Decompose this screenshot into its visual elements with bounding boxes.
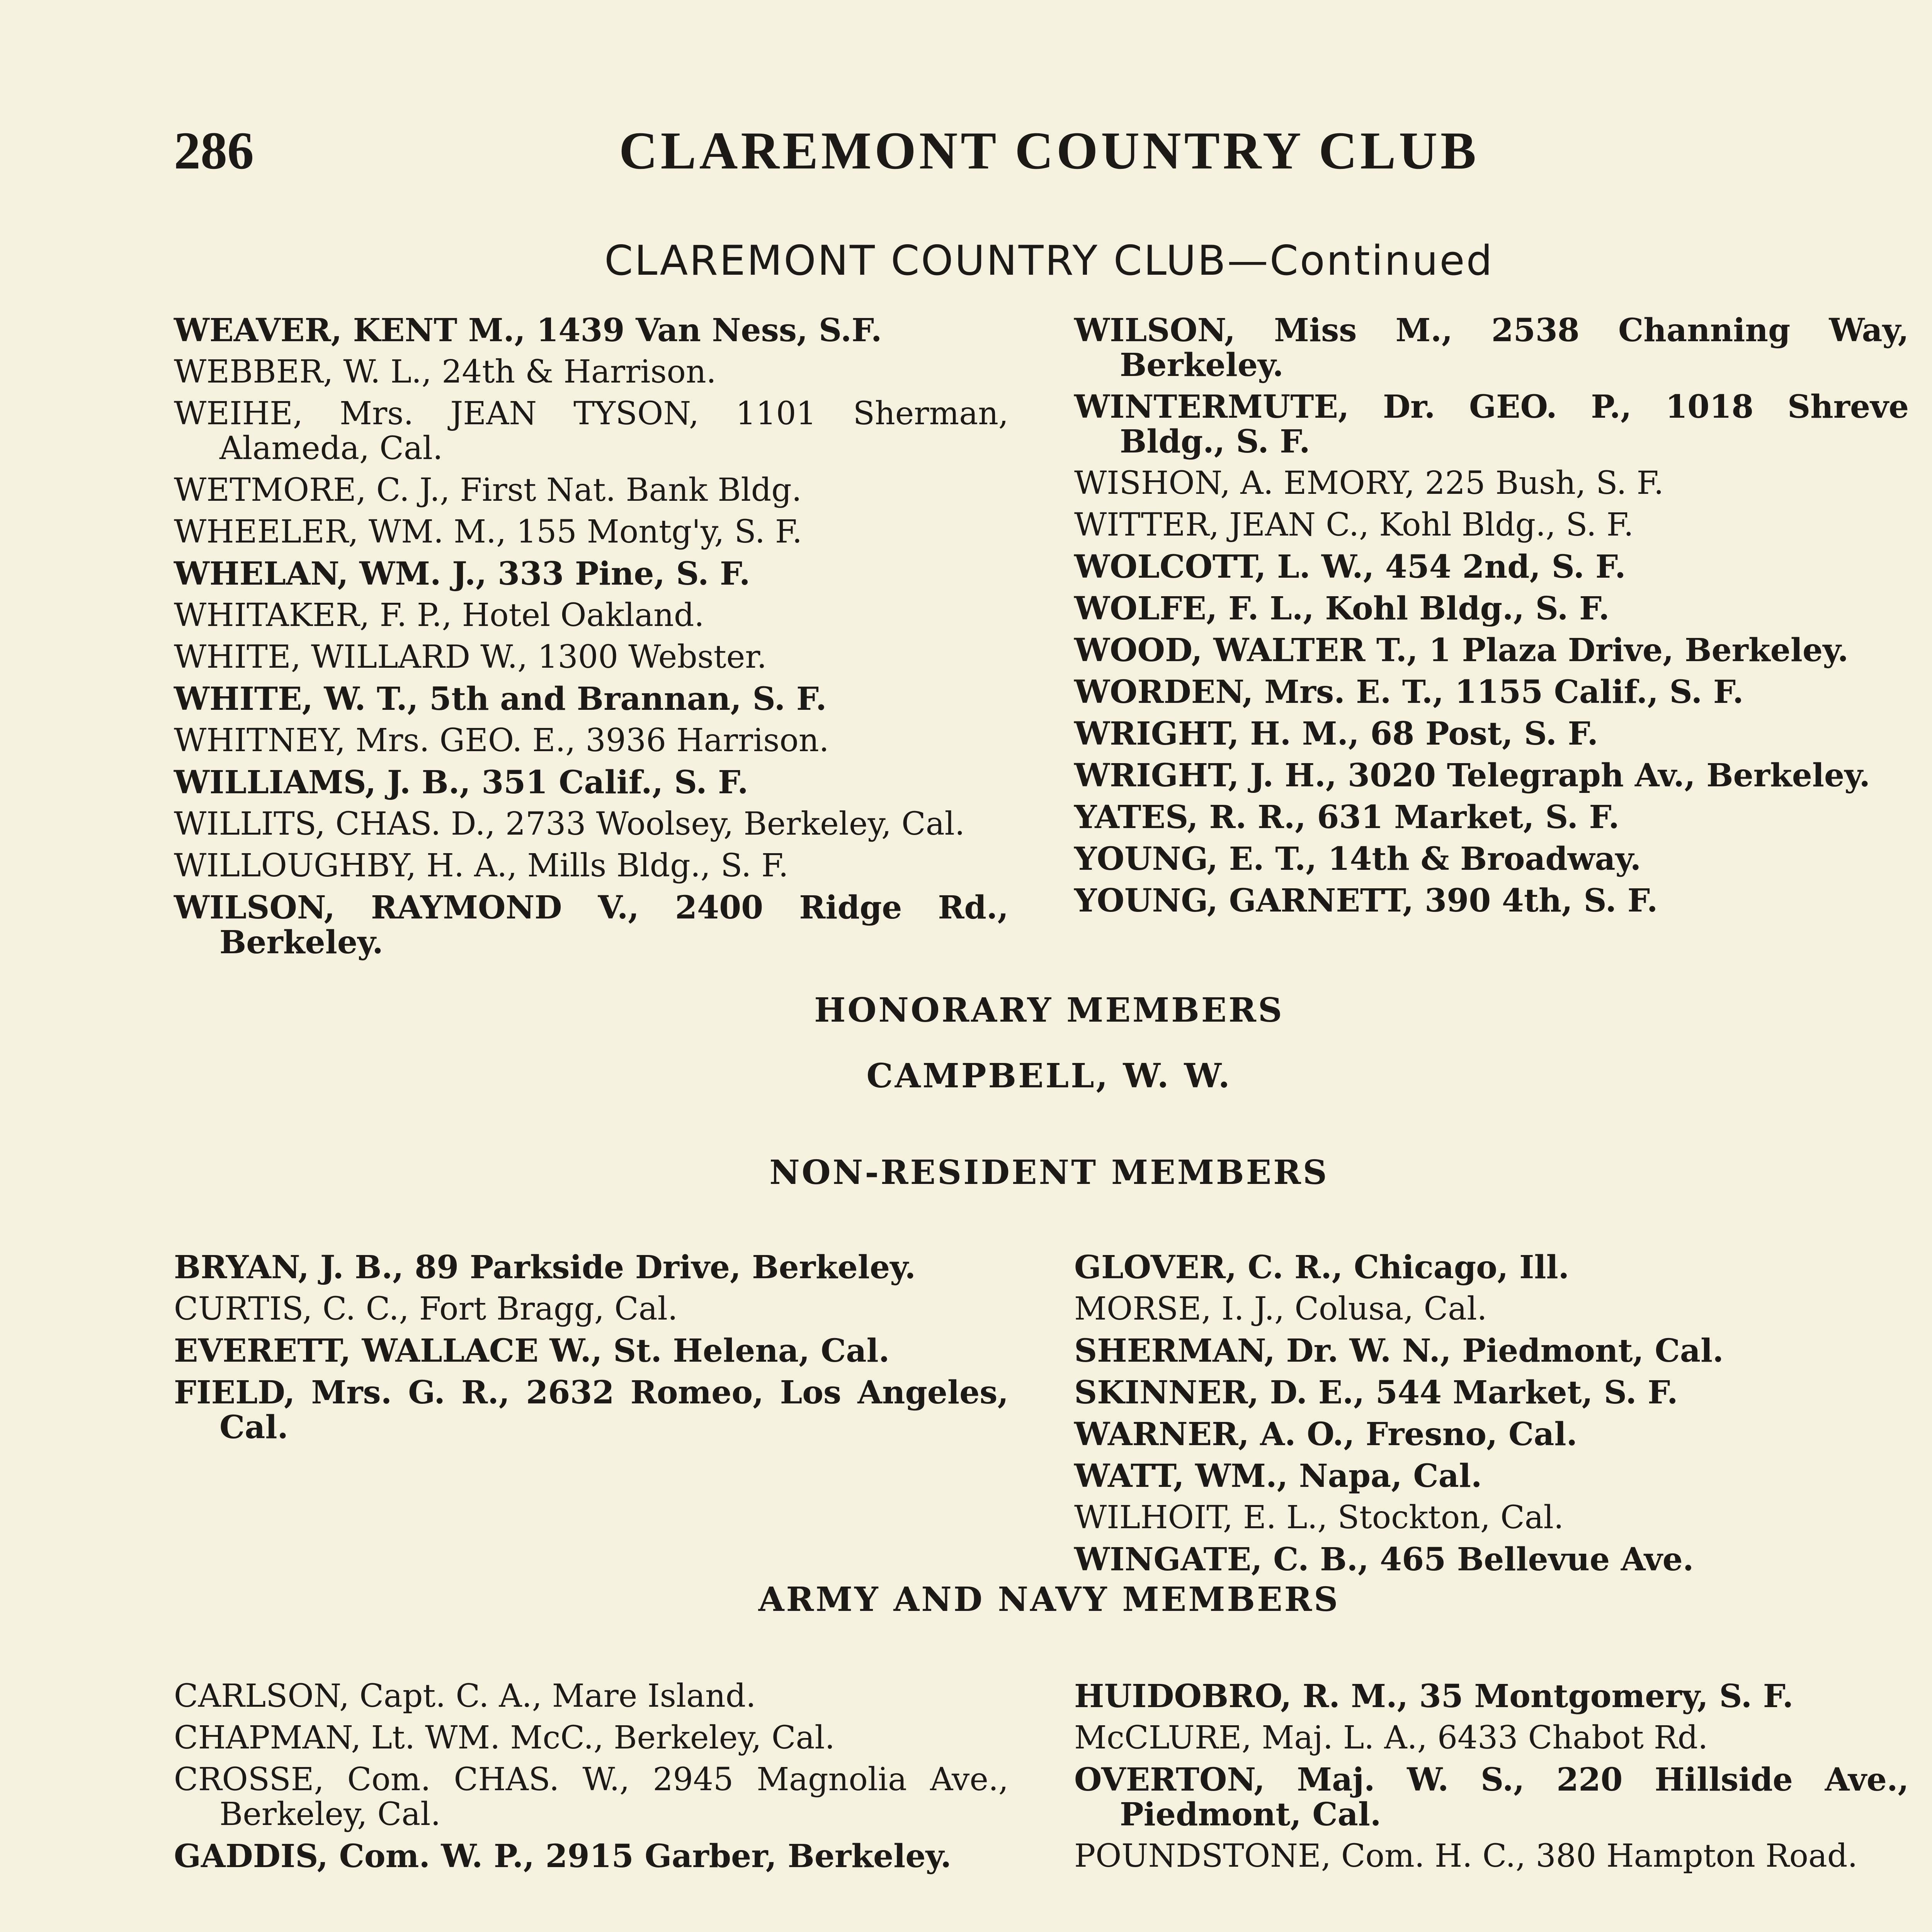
member-entry: WRIGHT, J. H., 3020 Telegraph Av., Berkeley. — [1074, 757, 1871, 794]
member-entry: WEAVER, KENT M., 1439 Van Ness, S.F. — [174, 312, 882, 349]
army-navy-heading: ARMY AND NAVY MEMBERS — [758, 1580, 1340, 1619]
member-entry: WHITE, W. T., 5th and Brannan, S. F. — [174, 680, 827, 718]
member-entry: FIELD, Mrs. G. R., 2632 Romeo, Los Angeles, Cal. — [174, 1374, 1009, 1446]
member-entry: WHITAKER, F. P., Hotel Oakland. — [174, 597, 704, 634]
member-entry: WORDEN, Mrs. E. T., 1155 Calif., S. F. — [1074, 673, 1744, 711]
running-title: CLAREMONT COUNTRY CLUB — [619, 121, 1479, 180]
member-entry: YOUNG, E. T., 14th & Broadway. — [1074, 840, 1641, 878]
member-entry: WITTER, JEAN C., Kohl Bldg., S. F. — [1074, 507, 1634, 543]
member-entry: CARLSON, Capt. C. A., Mare Island. — [174, 1678, 756, 1714]
member-entry: WHITNEY, Mrs. GEO. E., 3936 Harrison. — [174, 722, 829, 759]
member-entry: SKINNER, D. E., 544 Market, S. F. — [1074, 1374, 1678, 1411]
member-entry: OVERTON, Maj. W. S., 220 Hillside Ave., Piedmont, Cal. — [1074, 1761, 1909, 1833]
member-entry: CURTIS, C. C., Fort Bragg, Cal. — [174, 1291, 678, 1327]
member-entry: WOLCOTT, L. W., 454 2nd, S. F. — [1074, 548, 1626, 585]
member-entry: WOOD, WALTER T., 1 Plaza Drive, Berkeley. — [1074, 632, 1849, 669]
army-navy-left — [174, 1679, 1009, 1881]
member-entry: WILLOUGHBY, H. A., Mills Bldg., S. F. — [174, 847, 789, 884]
member-entry: WHELAN, WM. J., 333 Pine, S. F. — [174, 555, 750, 592]
member-entry: CROSSE, Com. CHAS. W., 2945 Magnolia Ave., Berkeley, Cal. — [174, 1761, 1009, 1833]
member-entry: CHAPMAN, Lt. WM. McC., Berkeley, Cal. — [174, 1719, 835, 1756]
member-entry: WINGATE, C. B., 465 Bellevue Ave. — [1074, 1541, 1694, 1578]
honorary-heading: HONORARY MEMBERS — [814, 991, 1284, 1030]
member-entry: WETMORE, C. J., First Nat. Bank Bldg. — [174, 472, 802, 509]
member-entry: GLOVER, C. R., Chicago, Ill. — [1074, 1249, 1570, 1286]
member-entry: WILLITS, CHAS. D., 2733 Woolsey, Berkeley, Cal. — [174, 806, 965, 842]
member-entry: YATES, R. R., 631 Market, S. F. — [1074, 799, 1620, 836]
member-entry: WINTERMUTE, Dr. GEO. P., 1018 Shreve Bldg., S. F. — [1074, 388, 1909, 460]
member-entry: WOLFE, F. L., Kohl Bldg., S. F. — [1074, 590, 1610, 627]
regular-members-right — [1074, 313, 1909, 925]
member-entry: WILSON, RAYMOND V., 2400 Ridge Rd., Berkeley. — [174, 889, 1009, 961]
member-entry: YOUNG, GARNETT, 390 4th, S. F. — [1074, 882, 1658, 919]
page-header — [174, 116, 1924, 185]
member-entry: MORSE, I. J., Colusa, Cal. — [1074, 1291, 1487, 1327]
member-entry: GADDIS, Com. W. P., 2915 Garber, Berkeley. — [174, 1838, 952, 1875]
member-entry: WILSON, Miss M., 2538 Channing Way, Berkeley. — [1074, 312, 1909, 384]
regular-members-left — [174, 313, 1009, 967]
member-entry: EVERETT, WALLACE W., St. Helena, Cal. — [174, 1332, 890, 1369]
non-resident-heading: NON-RESIDENT MEMBERS — [769, 1153, 1329, 1192]
non-resident-left — [174, 1250, 1009, 1452]
section-title: CLAREMONT COUNTRY CLUB—Continued — [604, 237, 1494, 284]
member-entry: WHEELER, WM. M., 155 Montg'y, S. F. — [174, 514, 803, 550]
member-entry: HUIDOBRO, R. M., 35 Montgomery, S. F. — [1074, 1678, 1794, 1715]
member-entry: WATT, WM., Napa, Cal. — [1074, 1458, 1482, 1495]
page-number: 286 — [174, 121, 254, 180]
honorary-member: CAMPBELL, W. W. — [866, 1056, 1232, 1095]
member-entry: WRIGHT, H. M., 68 Post, S. F. — [1074, 715, 1599, 752]
army-navy-right — [1074, 1679, 1909, 1881]
member-entry: BRYAN, J. B., 89 Parkside Drive, Berkeley. — [174, 1249, 916, 1286]
member-entry: WILLIAMS, J. B., 351 Calif., S. F. — [174, 764, 748, 801]
member-entry: WHITE, WILLARD W., 1300 Webster. — [174, 639, 767, 675]
non-resident-right — [1074, 1250, 1909, 1584]
member-entry: POUNDSTONE, Com. H. C., 380 Hampton Road. — [1074, 1838, 1858, 1874]
member-entry: WISHON, A. EMORY, 225 Bush, S. F. — [1074, 465, 1664, 502]
member-entry: WARNER, A. O., Fresno, Cal. — [1074, 1416, 1578, 1453]
member-entry: WEIHE, Mrs. JEAN TYSON, 1101 Sherman, Alameda, Cal. — [174, 395, 1009, 467]
member-entry: SHERMAN, Dr. W. N., Piedmont, Cal. — [1074, 1332, 1724, 1369]
member-entry: WILHOIT, E. L., Stockton, Cal. — [1074, 1499, 1564, 1536]
member-entry: McCLURE, Maj. L. A., 6433 Chabot Rd. — [1074, 1719, 1708, 1756]
member-entry: WEBBER, W. L., 24th & Harrison. — [174, 354, 716, 390]
